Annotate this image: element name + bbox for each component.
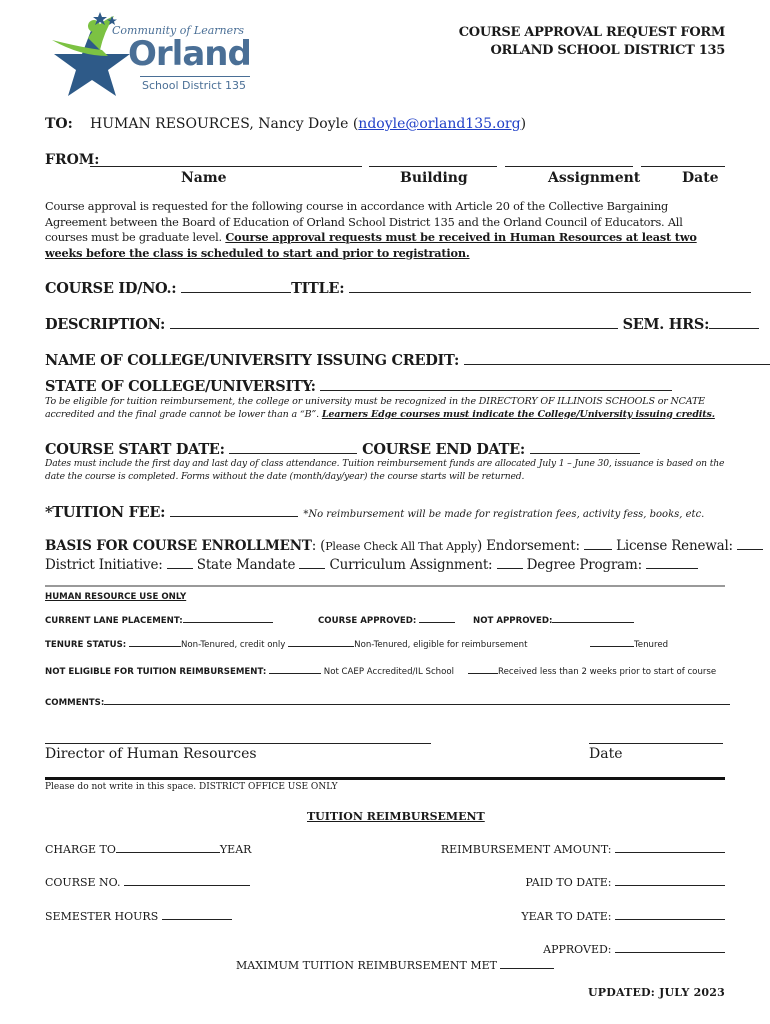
intro-paragraph <box>45 199 727 261</box>
name-caption: Name <box>181 170 227 186</box>
to-line <box>90 116 526 132</box>
section-divider <box>45 585 725 587</box>
eligibility-learners-edge: Learners Edge courses must indicate the College/University issuing credits. <box>321 408 715 420</box>
paid-label: PAID TO DATE: <box>525 876 612 889</box>
basis-close: ) <box>476 538 483 554</box>
late-row <box>468 667 716 677</box>
course-id-row <box>45 280 727 297</box>
form-title: COURSE APPROVAL REQUEST FORM <box>458 25 725 40</box>
amount-field[interactable] <box>615 852 725 853</box>
max-row <box>236 959 554 972</box>
description-field[interactable] <box>170 328 618 329</box>
charge-row <box>45 843 251 856</box>
charge-label: CHARGE TO <box>45 843 116 856</box>
not-approved-label: NOT APPROVED: <box>473 616 553 626</box>
degree-check[interactable] <box>646 568 698 569</box>
approved-office-row <box>543 943 725 956</box>
state-field[interactable] <box>320 390 672 391</box>
intro-deadline: Course approval requests must be received in Human Resources at least two weeks before the class is scheduled to start and prior to registration. <box>45 230 697 260</box>
from-label: FROM: <box>45 152 100 168</box>
dates-note: Dates must include the first day and last day of class attendance. Tuition reimbursement funds are allocated July 1 – June 30, issuance is based on the date the course is completed. Forms without the date (month/day/year) the course starts will be returned. <box>45 458 725 482</box>
to-text: HUMAN RESOURCES, Nancy Doyle ( <box>90 116 359 132</box>
paid-row <box>525 876 725 889</box>
from-date-field[interactable] <box>641 166 725 167</box>
logo-name: Orland <box>128 34 251 74</box>
ytd-label: YEAR TO DATE: <box>521 910 612 923</box>
hours-row <box>45 910 232 923</box>
district-logo <box>44 10 264 100</box>
not-approved-field[interactable] <box>552 622 634 623</box>
end-date-field[interactable] <box>530 453 640 454</box>
tenured-check[interactable] <box>590 646 634 647</box>
not-approved-row <box>473 616 634 626</box>
date-caption: Date <box>682 170 719 186</box>
signature-date-line[interactable] <box>589 743 723 744</box>
comments-field[interactable] <box>104 704 730 705</box>
basis-row-1 <box>45 538 763 554</box>
description-label: DESCRIPTION: <box>45 316 166 333</box>
intro-text: Course approval is requested for the following course in accordance with Article 20 of the Collective Bargaining Agreement between the Board of Education of Orland School District 135 and the Orland Council of Educators. All courses must be graduate level. <box>45 200 683 244</box>
to-close: ) <box>520 116 527 132</box>
not-eligible-label: NOT ELIGIBLE FOR TUITION REIMBURSEMENT: <box>45 667 267 677</box>
dates-row <box>45 441 640 458</box>
max-label: MAXIMUM TUITION REIMBURSEMENT MET <box>236 959 497 972</box>
updated-footer: UPDATED: JULY 2023 <box>587 986 725 999</box>
from-assignment-field[interactable] <box>505 166 633 167</box>
assignment-caption: Assignment <box>548 170 641 186</box>
reimbursement-title: TUITION REIMBURSEMENT <box>307 810 485 823</box>
degree-label: Degree Program: <box>526 557 642 573</box>
lane-label: CURRENT LANE PLACEMENT: <box>45 616 183 626</box>
ytd-row <box>521 910 725 923</box>
logo-district: School District 135 <box>142 79 247 92</box>
course-id-label: COURSE ID/NO.: <box>45 280 177 297</box>
basis-colon: : ( <box>311 538 326 554</box>
hours-label: SEMESTER HOURS <box>45 910 159 923</box>
basis-label: BASIS FOR COURSE ENROLLMENT <box>45 538 312 554</box>
approved-row <box>318 616 455 626</box>
caep-check[interactable] <box>269 673 321 674</box>
hr-title: HUMAN RESOURCE USE ONLY <box>45 592 187 602</box>
eligibility-text: To be eligible for tuition reimbursement, the college or university must be recognized in the DIRECTORY OF ILLINOIS SCHOOLS or NCATE accredited and the final grade cannot be lower than a “B”. <box>45 396 705 420</box>
not-eligible-row <box>45 667 454 677</box>
tuition-label: *TUITION FEE: <box>45 504 166 521</box>
amount-row <box>441 843 725 856</box>
nt-eligible-check[interactable] <box>288 646 354 647</box>
late-label: Received less than 2 weeks prior to start of course <box>498 667 717 677</box>
tuition-row <box>45 502 704 521</box>
logo-underline <box>140 76 250 77</box>
curriculum-label: Curriculum Assignment: <box>329 557 493 573</box>
tuition-note: *No reimbursement will be made for registration fees, activity fess, books, etc. <box>303 509 705 520</box>
comments-row <box>45 698 730 708</box>
tenured-row <box>590 640 668 650</box>
max-field[interactable] <box>500 968 554 969</box>
tenure-row <box>45 640 527 650</box>
state-mandate-check[interactable] <box>299 568 325 569</box>
comments-label: COMMENTS: <box>45 698 105 708</box>
basis-paren: Please Check All That Apply <box>325 540 477 553</box>
year-label: YEAR <box>219 843 252 856</box>
license-label: License Renewal: <box>616 538 733 554</box>
hours-field[interactable] <box>162 919 232 920</box>
state-row <box>45 378 727 395</box>
eligibility-note <box>45 396 729 421</box>
ytd-field[interactable] <box>615 919 725 920</box>
caep-label: Not CAEP Accredited/IL School <box>323 667 455 677</box>
building-caption: Building <box>400 170 468 186</box>
nt-credit-label: Non-Tenured, credit only <box>180 640 286 650</box>
logo-tagline: Community of Learners <box>112 24 245 37</box>
start-date-label: COURSE START DATE: <box>45 441 225 458</box>
course-id-field[interactable] <box>181 292 291 293</box>
lane-field[interactable] <box>183 622 273 623</box>
nt-credit-check[interactable] <box>129 646 181 647</box>
endorsement-check[interactable] <box>584 549 612 550</box>
amount-label: REIMBURSEMENT AMOUNT: <box>440 843 612 856</box>
late-check[interactable] <box>468 673 498 674</box>
description-row <box>45 316 727 333</box>
lane-row <box>45 616 273 626</box>
basis-row-2 <box>45 557 698 573</box>
director-caption: Director of Human Resources <box>45 746 257 762</box>
sem-hrs-field[interactable] <box>709 328 759 329</box>
state-mandate-label: State Mandate <box>196 557 296 573</box>
nt-eligible-label: Non-Tenured, eligible for reimbursement <box>354 640 528 650</box>
office-divider <box>45 777 725 780</box>
approved-label: COURSE APPROVED: <box>318 616 417 626</box>
course-no-label: COURSE NO. <box>45 876 121 889</box>
approved-field[interactable] <box>419 622 455 623</box>
paid-field[interactable] <box>615 885 725 886</box>
start-date-field[interactable] <box>229 453 357 454</box>
end-date-label: COURSE END DATE: <box>362 441 525 458</box>
course-no-row <box>45 876 250 889</box>
college-label: NAME OF COLLEGE/UNIVERSITY ISSUING CREDIT: <box>45 352 459 369</box>
title-label: TITLE: <box>291 280 345 297</box>
charge-field[interactable] <box>116 852 220 853</box>
tenured-label: Tenured <box>634 640 669 650</box>
curriculum-check[interactable] <box>497 568 523 569</box>
district-title: ORLAND SCHOOL DISTRICT 135 <box>490 43 725 58</box>
to-label: TO: <box>45 116 73 132</box>
director-signature-line[interactable] <box>45 743 431 744</box>
signature-date-caption: Date <box>589 746 623 762</box>
office-approved-label: APPROVED: <box>543 943 612 956</box>
hr-email-link[interactable]: ndoyle@orland135.org <box>358 116 521 132</box>
district-initiative-label: District Initiative: <box>45 557 163 573</box>
sem-hrs-label: SEM. HRS: <box>622 316 710 333</box>
district-initiative-check[interactable] <box>167 568 193 569</box>
tuition-field[interactable] <box>170 516 298 517</box>
from-name-field[interactable] <box>90 166 362 167</box>
college-field[interactable] <box>464 364 770 365</box>
endorsement-label: Endorsement: <box>486 538 580 554</box>
tenure-label: TENURE STATUS: <box>45 640 127 650</box>
office-note: Please do not write in this space. DISTRICT OFFICE USE ONLY <box>45 782 338 792</box>
college-row <box>45 352 727 369</box>
state-label: STATE OF COLLEGE/UNIVERSITY: <box>45 378 316 395</box>
course-no-field[interactable] <box>124 885 250 886</box>
office-approved-field[interactable] <box>615 952 725 953</box>
from-building-field[interactable] <box>369 166 497 167</box>
title-field[interactable] <box>349 292 751 293</box>
license-check[interactable] <box>737 549 763 550</box>
